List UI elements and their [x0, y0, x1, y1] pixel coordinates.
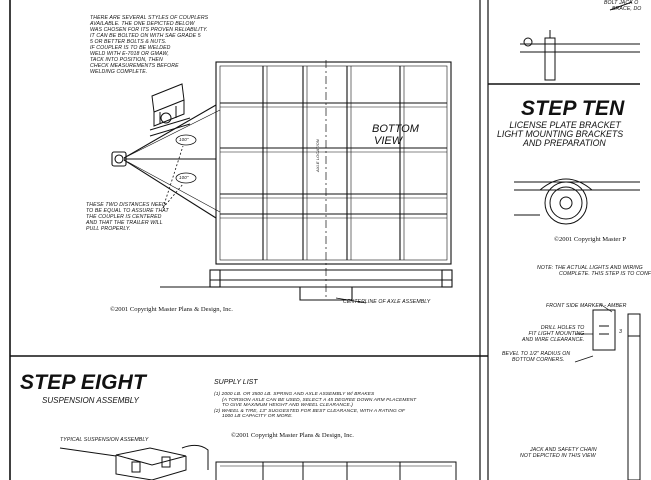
drill-note-line: DRILL HOLES TO: [540, 325, 585, 331]
centerline-label: CENTERLINE OF AXLE ASSEMBLY: [343, 299, 431, 305]
jack-chain-note: [520, 448, 597, 460]
distance-value-lower: 100": [179, 175, 189, 180]
supply-list-line: (1) 2000 LB. OR 3500 LB. SPRING AND AXLE ASSEMBLY W/ BRAKES: [214, 392, 375, 397]
step-ten-subtitle-line: LICENSE PLATE BRACKET: [509, 120, 621, 130]
copyright-step-ten: ©2001 Copyright Master P: [554, 236, 626, 243]
bevel-note: [502, 352, 570, 364]
step-ten-note-line: COMPLETE. THIS STEP IS TO CONF: [559, 270, 651, 277]
drill-note-line: AND WIRE CLEARANCE.: [522, 336, 585, 343]
jack-note: [604, 1, 641, 13]
copyright-top: ©2001 Copyright Master Plans & Design, Inc.: [110, 306, 233, 313]
distance-note-line: TO BE EQUAL TO ASSURE THAT: [86, 207, 169, 214]
step-ten-note: [537, 266, 651, 278]
axle-location-label: AXLE LOCATION: [315, 139, 320, 172]
supply-list-line: (A TORSION AXLE CAN BE USED, SELECT A 45 DEGREE DOWN ARM PLACEMENT: [222, 397, 417, 403]
supply-list-line: 1000 LB CAPACITY OR MORE.: [222, 414, 293, 420]
distance-note-line: THE COUPLER IS CENTERED: [86, 213, 162, 220]
typical-suspension-label: TYPICAL SUSPENSION ASSEMBLY: [60, 437, 149, 443]
trailer-side-sketch: [514, 179, 640, 224]
supply-list: [214, 392, 416, 420]
jack-note-line: BRACE, DO: [612, 5, 642, 12]
drill-note-line: FIT LIGHT MOUNTING: [528, 330, 585, 337]
coupler-note-line: CHECK MEASUREMENTS BEFORE: [90, 62, 179, 69]
trailer-frame-bottom-view: [112, 60, 452, 300]
step-ten-note-line: NOTE: THE ACTUAL LIGHTS AND WIRING: [537, 265, 643, 271]
distance-value-upper: 100": [179, 137, 189, 142]
suspension-sketch: [60, 445, 208, 480]
coupler-note-line: WELD WITH E-7018 OR GMAW,: [90, 50, 169, 57]
supply-list-line: TO GIVE MAXIMUM HEIGHT AND WHEEL CLEARANCE.): [222, 403, 353, 409]
supply-list-line: (2) WHEEL & TIRE, 13" SUGGESTED FOR BEST CLEARANCE, WITH A RATING OF: [214, 408, 406, 414]
copyright-supply: ©2001 Copyright Master Plans & Design, Inc.: [231, 432, 354, 439]
coupler-note-line: TACK INTO POSITION, THEN: [90, 56, 163, 63]
jack-chain-note-line: JACK AND SAFETY CHAIN: [530, 447, 597, 453]
step-eight-title: STEP EIGHT: [20, 371, 147, 394]
distance-note: [86, 203, 169, 233]
coupler-note-line: IF COUPLER IS TO BE WELDED: [90, 44, 171, 51]
distance-note-line: PULL PROPERLY.: [86, 225, 131, 232]
frame-top-lower: [216, 462, 456, 480]
distance-note-line: AND THAT THE TRAILER WILL: [86, 219, 163, 226]
bottom-view-line: BOTTOM: [372, 123, 419, 135]
coupler-note-line: IT CAN BE BOLTED ON WITH SAE GRADE 5: [90, 32, 201, 39]
jack-sketch: [520, 2, 640, 80]
bracket-dimension: 3: [619, 329, 622, 335]
step-eight-subtitle: SUSPENSION ASSEMBLY: [42, 396, 139, 405]
coupler-note: [90, 16, 208, 76]
coupler-note-line: AVAILABLE. THE ONE DEPICTED BELOW: [90, 20, 195, 27]
coupler-note-line: WELDING COMPLETE.: [90, 68, 148, 75]
supply-list-heading: SUPPLY LIST: [214, 379, 258, 386]
drill-note: [522, 326, 584, 344]
bottom-view-line: VIEW: [374, 134, 403, 147]
step-ten-title: STEP TEN: [521, 97, 625, 120]
jack-chain-note-line: NOT DEPICTED IN THIS VIEW: [520, 452, 596, 459]
distance-note-line: THESE TWO DISTANCES NEED: [86, 202, 166, 208]
bevel-note-line: BEVEL TO 1/2" RADIUS ON: [502, 351, 571, 357]
bevel-note-line: BOTTOM CORNERS.: [512, 356, 565, 363]
jack-note-line: BOLT JACK O: [604, 0, 639, 6]
step-ten-subtitle-line: LIGHT MOUNTING BRACKETS: [497, 129, 624, 140]
step-ten-subtitle: [497, 121, 623, 149]
coupler-note-line: THERE ARE SEVERAL STYLES OF COUPLERS: [90, 15, 209, 21]
step-ten-subtitle-line: AND PREPARATION: [523, 138, 606, 149]
coupler-note-line: WAS CHOSEN FOR ITS PROVEN RELIABILITY.: [90, 26, 208, 33]
bottom-view-label: [372, 124, 419, 147]
front-marker-label: FRONT SIDE MARKER - AMBER: [546, 303, 627, 309]
coupler-note-line: 5 OR BETTER BOLTS & NUTS.: [90, 38, 167, 45]
